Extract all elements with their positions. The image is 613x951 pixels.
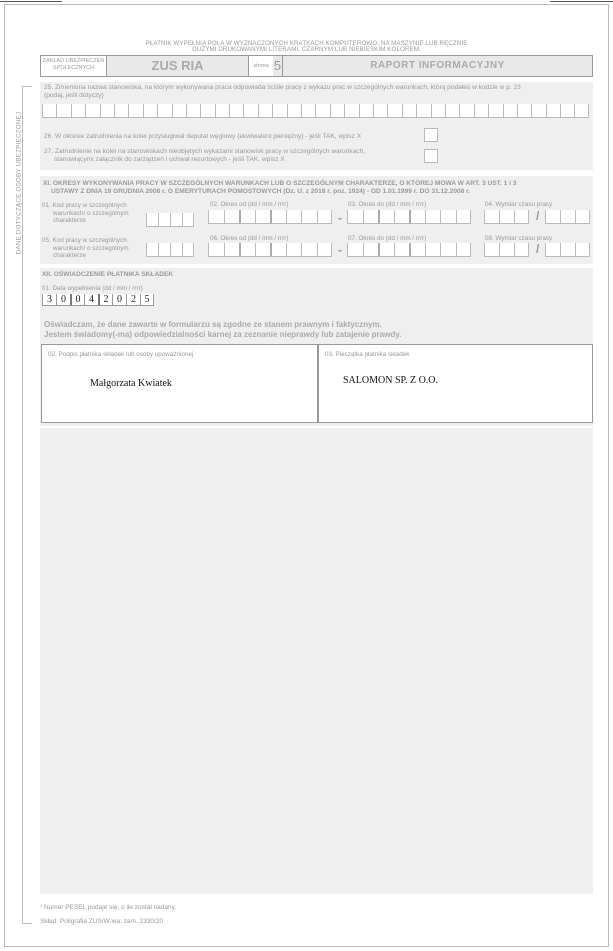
printer-info: Skład: Poligrafia ZUS/W-wa; zam. 2330/20 (40, 918, 164, 925)
char-box[interactable] (409, 210, 425, 224)
char-box[interactable] (208, 210, 224, 224)
char-box[interactable] (146, 213, 158, 227)
char-box[interactable] (200, 104, 214, 118)
char-box[interactable] (409, 243, 425, 257)
char-box[interactable] (172, 104, 186, 118)
char-box[interactable] (270, 210, 286, 224)
char-box[interactable] (484, 243, 499, 257)
char-box[interactable] (182, 213, 194, 227)
footnote: ¹ Numer PESEL podaje się, o ile został nadany. (40, 904, 177, 911)
signature-value: Małgorzata Kwiatek (90, 378, 172, 389)
char-box[interactable] (182, 243, 194, 257)
char-box[interactable] (146, 243, 158, 257)
char-box[interactable] (71, 104, 85, 118)
char-box[interactable] (459, 104, 473, 118)
char-box[interactable] (347, 243, 363, 257)
xi-04-label: 04. Wymiar czasu pracy (485, 201, 553, 208)
char-box[interactable] (344, 104, 358, 118)
char-box[interactable] (229, 104, 243, 118)
char-box[interactable] (239, 243, 255, 257)
xi-dash-2: - (338, 243, 342, 257)
char-box[interactable] (499, 243, 514, 257)
date-digit[interactable]: 0 (112, 294, 126, 306)
char-box[interactable] (425, 210, 441, 224)
char-box[interactable] (42, 104, 56, 118)
char-box[interactable] (224, 243, 240, 257)
char-box[interactable] (315, 104, 329, 118)
char-box[interactable] (170, 243, 182, 257)
instruction-line-1: PŁATNIK WYPEŁNIA POLA W WYZNACZONYCH KRATKACH KOMPUTEROWO, NA MASZYNIE LUB RĘCZNIE (145, 40, 468, 47)
char-box[interactable] (456, 243, 472, 257)
zaklad-line-1: ZAKŁAD UBEZPIECZEŃ (42, 58, 105, 64)
field-27-label: 27. Zatrudnienie na kolei na stanowiskach nieobjętych wykazami stanowisk pracy w szczególnych warunkach, stanowiącymi załącznik do zarządzeń i uchwał resortowych - jeśli TAK, wpisz X (44, 148, 366, 163)
char-box[interactable] (531, 104, 545, 118)
xi-05-input[interactable] (146, 243, 194, 257)
char-box[interactable] (575, 210, 590, 224)
char-box[interactable] (56, 104, 70, 118)
char-box[interactable] (114, 104, 128, 118)
char-box[interactable] (255, 243, 271, 257)
xi-03-input[interactable] (347, 210, 471, 224)
crop-mark-left (0, 1, 62, 2)
date-digit[interactable]: 2 (98, 294, 112, 306)
xi-08-numerator[interactable] (484, 243, 529, 257)
char-box[interactable] (287, 104, 301, 118)
xi-04-slash: / (536, 209, 540, 223)
crop-mark-right (550, 1, 613, 2)
form-code: ZUS RIA (107, 56, 249, 76)
char-box[interactable] (258, 104, 272, 118)
char-box[interactable] (488, 104, 502, 118)
char-box[interactable] (243, 104, 257, 118)
declaration-line-2: Jestem świadomy(-ma) odpowiedzialności karnej za zeznanie nieprawdy lub zatajenie prawdy. (44, 330, 402, 339)
char-box[interactable] (517, 104, 531, 118)
xi-07-input[interactable] (347, 243, 471, 257)
char-box[interactable] (186, 104, 200, 118)
char-box[interactable] (575, 243, 590, 257)
form-header (40, 55, 593, 77)
char-box[interactable] (85, 104, 99, 118)
char-box[interactable] (272, 104, 286, 118)
char-box[interactable] (431, 104, 445, 118)
char-box[interactable] (503, 104, 517, 118)
xi-06-label: 06. Okres od (dd / mm / rrrr) (210, 235, 289, 242)
char-box[interactable] (387, 104, 401, 118)
char-box[interactable] (363, 243, 379, 257)
field-26-label: 26. W okresie zatrudnienia na kolei przysługiwał deputat węglowy (ekwiwalent pieniężny) - jeśli TAK, wpisz X (44, 133, 362, 140)
date-digit[interactable]: 2 (126, 294, 140, 306)
char-box[interactable] (425, 243, 441, 257)
char-box[interactable] (560, 104, 574, 118)
declaration-line-1: Oświadczam, że dane zawarte w formularzu są zgodne ze stanem prawnym i faktycznym. (44, 320, 382, 329)
date-digit[interactable]: 4 (84, 294, 98, 306)
signature-box[interactable] (41, 344, 318, 423)
char-box[interactable] (128, 104, 142, 118)
xi-08-denominator[interactable] (545, 243, 590, 257)
char-box[interactable] (301, 104, 315, 118)
char-box[interactable] (158, 213, 170, 227)
zus-logo-block (41, 56, 107, 76)
date-digit[interactable]: 0 (56, 294, 70, 306)
stamp-box[interactable] (318, 344, 593, 423)
char-box[interactable] (100, 104, 114, 118)
char-box[interactable] (157, 104, 171, 118)
char-box[interactable] (215, 104, 229, 118)
char-box[interactable] (301, 210, 317, 224)
char-box[interactable] (317, 210, 333, 224)
char-box[interactable] (158, 243, 170, 257)
stamp-value: SALOMON SP. Z O.O. (343, 375, 439, 386)
empty-form-area (40, 428, 593, 894)
char-box[interactable] (394, 210, 410, 224)
char-box[interactable] (474, 104, 488, 118)
stamp-label: 03. Pieczątka płatnika składek (325, 351, 410, 358)
section-xi-title: XI. OKRESY WYKONYWANIA PRACY W SZCZEGÓLNYCH WARUNKACH LUB O SZCZEGÓLNYM CHARAKTERZE, O KTÓREJ MOWA W ART. 3 UST. 1 i 3 USTAWY Z DNIA 19 GRUDNIA 2008 r. O EMERYTURACH POMOSTOWYCH (Dz. U. z 2018 r. poz. 1924) - OD 1.01.1999 r. DO 31.12.2008 r. (43, 180, 517, 195)
char-box[interactable] (514, 210, 529, 224)
char-box[interactable] (394, 243, 410, 257)
char-box[interactable] (574, 104, 588, 118)
char-box[interactable] (317, 243, 333, 257)
char-box[interactable] (208, 243, 224, 257)
char-box[interactable] (440, 210, 456, 224)
xi-04-denominator[interactable] (545, 210, 590, 224)
xi-07-label: 07. Okres do (dd / mm / rrrr) (348, 235, 427, 242)
field-25-input[interactable] (42, 104, 589, 118)
page-label: strona (249, 56, 273, 76)
instruction-line-2: DUŻYMI DRUKOWANYMI LITERAMI, CZARNYM LUB NIEBIESKIM KOLOREM. (192, 46, 421, 53)
page-number: 5 (273, 56, 283, 76)
section-xii-title: XII. OŚWIADCZENIE PŁATNIKA SKŁADEK (42, 271, 174, 278)
side-label: DANE DOTYCZĄCE OSOBY UBEZPIECZONEJ (15, 111, 23, 254)
char-box[interactable] (143, 104, 157, 118)
char-box[interactable] (484, 210, 499, 224)
char-box[interactable] (499, 210, 514, 224)
field-25-label: 25. Zmieniona nazwa stanowiska, na którym wykonywana praca odpowiada ściśle pracy z wykazu prac w szczególnych warunkach, którą podałeś w kodzie w p. 23 (podaj, jeśli dotyczy) (44, 84, 521, 99)
char-box[interactable] (373, 104, 387, 118)
char-box[interactable] (440, 243, 456, 257)
char-box[interactable] (560, 210, 575, 224)
xi-06-input[interactable] (208, 243, 332, 257)
char-box[interactable] (445, 104, 459, 118)
char-box[interactable] (359, 104, 373, 118)
char-box[interactable] (402, 104, 416, 118)
form-title: RAPORT INFORMACYJNY (370, 60, 505, 71)
char-box[interactable] (255, 210, 271, 224)
zaklad-line-2: SPOŁECZNYCH (52, 65, 95, 71)
signature-label: 02. Podpis płatnika składek lub osoby upoważnionej (48, 351, 194, 358)
date-digit[interactable]: 5 (140, 294, 154, 306)
date-digit[interactable]: 3 (42, 294, 56, 306)
xi-03-label: 03. Okres do (dd / mm / rrrr) (348, 201, 427, 208)
char-box[interactable] (330, 104, 344, 118)
xi-01-label: 01. Kod pracy w szczególnych warunkach/ o szczególnym charakterze (42, 202, 129, 224)
date-digit[interactable]: 0 (70, 294, 84, 306)
field-27-checkbox[interactable] (424, 149, 438, 163)
char-box[interactable] (545, 210, 560, 224)
char-box[interactable] (286, 243, 302, 257)
xi-05-label: 05. Kod pracy w szczególnych warunkach/ o szczególnym charakterze (42, 237, 129, 259)
xi-01-input[interactable] (146, 213, 194, 227)
char-box[interactable] (416, 104, 430, 118)
char-box[interactable] (239, 210, 255, 224)
fill-date-label: 01. Data wypełnienia (dd / mm / rrrr) (42, 285, 143, 292)
char-box[interactable] (378, 210, 394, 224)
xi-02-input[interactable] (208, 210, 332, 224)
char-box[interactable] (224, 210, 240, 224)
xi-02-label: 02. Okres od (dd / mm / rrrr) (210, 201, 289, 208)
char-box[interactable] (545, 243, 560, 257)
fill-date-input[interactable] (42, 294, 154, 306)
char-box[interactable] (378, 243, 394, 257)
char-box[interactable] (560, 243, 575, 257)
xi-08-slash: / (536, 242, 540, 256)
char-box[interactable] (363, 210, 379, 224)
char-box[interactable] (286, 210, 302, 224)
char-box[interactable] (456, 210, 472, 224)
field-26-checkbox[interactable] (424, 128, 438, 142)
char-box[interactable] (546, 104, 560, 118)
xi-dash-1: - (338, 211, 342, 225)
char-box[interactable] (270, 243, 286, 257)
char-box[interactable] (170, 213, 182, 227)
char-box[interactable] (301, 243, 317, 257)
xi-08-label: 08. Wymiar czasu pracy (485, 235, 553, 242)
char-box[interactable] (347, 210, 363, 224)
xi-04-numerator[interactable] (484, 210, 529, 224)
char-box[interactable] (514, 243, 529, 257)
